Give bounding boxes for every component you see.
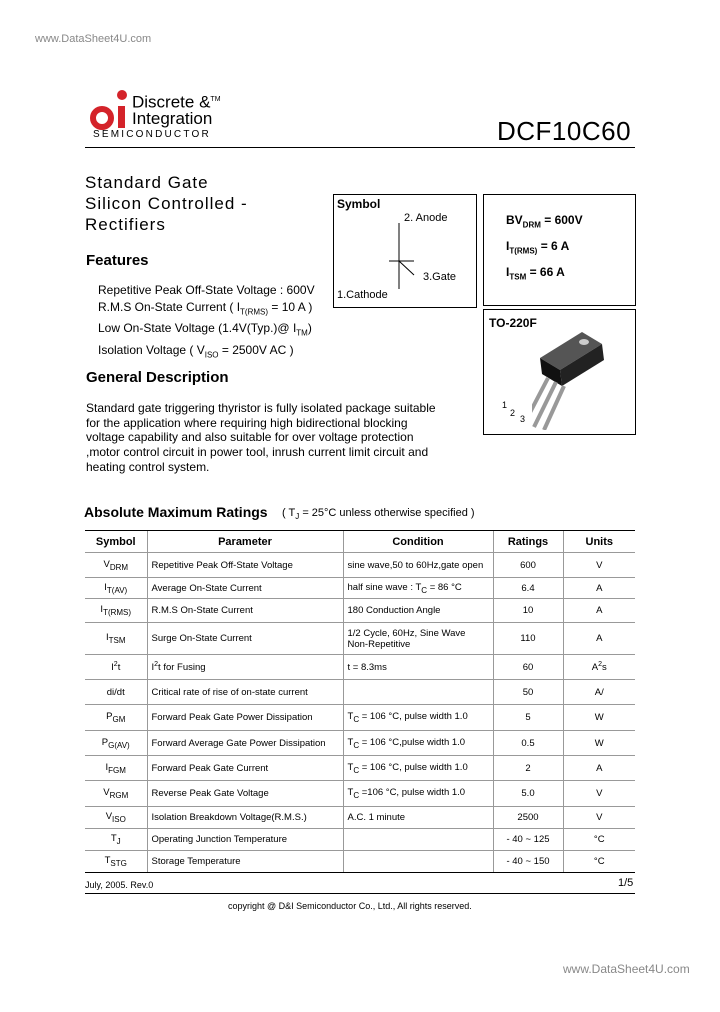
table-row: $I^2t$ $I^2t$ for Fusing t = 8.3ms 60 $A^2s$ (85, 655, 635, 680)
header-divider (85, 147, 635, 148)
pin2-label: 2 (510, 408, 516, 418)
features-heading: Features (86, 252, 149, 269)
company-semiconductor: SEMICONDUCTOR (93, 129, 211, 140)
it-rms-rating: $I_{T(RMS)} = 6$ A (506, 239, 570, 256)
feature-item: Isolation Voltage ( $V_{ISO} = 2500V$ AC ) (98, 343, 294, 360)
footer-date: July, 2005. Rev.0 (85, 880, 154, 890)
table-row: $T_J$ Operating Junction Temperature - 40 ~ 125 °C (85, 829, 635, 851)
page-title: Standard Gate Silicon Controlled - Rectifiers (85, 173, 248, 234)
key-ratings-box (483, 194, 636, 306)
general-description-heading: General Description (86, 369, 229, 386)
company-name: Discrete &™ Integration (132, 92, 221, 128)
bv-drm-rating: $BV_{DRM} = 600V$ (506, 213, 583, 230)
part-number: DCF10C60 (497, 116, 632, 146)
copyright: copyright @ D&I Semiconductor Co., Ltd., All rights reserved. (228, 901, 472, 911)
cathode-label: 1.Cathode (337, 289, 388, 301)
table-row: $V_{DRM}$ Repetitive Peak Off-State Voltage sine wave,50 to 60Hz,gate open 600 V (85, 553, 635, 578)
watermark-bottom: www.DataSheet4U.com (563, 962, 690, 976)
anode-label: 2. Anode (404, 212, 448, 224)
table-row: $I_{TSM}$ Surge On-State Current 1/2 Cycle, 60Hz, Sine Wave Non-Repetitive 110 A (85, 623, 635, 655)
table-header-row (85, 531, 635, 553)
col-header-units: Units (563, 531, 635, 553)
table-row: $T_{STG}$ Storage Temperature - 40 ~ 150 °C (85, 851, 635, 873)
absolute-maximum-ratings-table (85, 530, 635, 873)
features-list (98, 282, 315, 364)
table-row: $I_{T(AV)}$ Average On-State Current half sine wave : $T_C = 86$ °C 6.4 A (85, 578, 635, 599)
package-box (483, 309, 636, 435)
table-row: $V_{RGM}$ Reverse Peak Gate Voltage $T_C =106$ °C, pulse width 1.0 5.0 V (85, 781, 635, 807)
company-logo-icon (88, 86, 132, 134)
to220f-package-icon (532, 330, 622, 430)
feature-item: Repetitive Peak Off-State Voltage : 600V (98, 283, 315, 297)
pin3-label: 3 (520, 414, 526, 424)
page-number: 1/5 (618, 877, 634, 889)
col-header-symbol: Symbol (85, 531, 147, 553)
table-row: di/dt Critical rate of rise of on-state current 50 A/ (85, 680, 635, 705)
table-row: $I_{FGM}$ Forward Peak Gate Current $T_C = 106$ °C, pulse width 1.0 2 A (85, 756, 635, 781)
feature-item: R.M.S On-State Current ( $I_{T(RMS)} = 10$ A ) (98, 299, 313, 316)
amr-heading: Absolute Maximum Ratings (84, 504, 268, 520)
table-row: $I_{T(RMS)}$ R.M.S On-State Current 180 Conduction Angle 10 A (85, 599, 635, 623)
watermark-top: www.DataSheet4U.com (35, 33, 152, 45)
itsm-rating: $I_{TSM} = 66$ A (506, 265, 565, 282)
col-header-condition: Condition (343, 531, 493, 553)
symbol-box (333, 194, 477, 308)
table-row: $V_{ISO}$ Isolation Breakdown Voltage(R.M.S.) A.C. 1 minute 2500 V (85, 807, 635, 829)
general-description-text: Standard gate triggering thyristor is fully isolated package suitable for the application where requiring high bidirectional blocking voltage capability and also suitable for over voltage protection ,motor control circuit in power tool, inrush current limit circuit and heating control system. (86, 401, 436, 474)
table-row: $P_{G(AV)}$ Forward Average Gate Power Dissipation $T_C = 106$ °C,pulse width 1.0 0.5 W (85, 731, 635, 756)
package-label: TO-220F (489, 316, 537, 330)
amr-condition-note: ( $T_J = 25^\circ C$ unless otherwise specified ) (282, 507, 475, 522)
feature-item: Low On-State Voltage (1.4V(Typ.)@ $I_{TM}$) (98, 321, 312, 338)
col-header-ratings: Ratings (493, 531, 563, 553)
col-header-parameter: Parameter (147, 531, 343, 553)
symbol-label: Symbol (337, 197, 381, 211)
gate-label: 3.Gate (423, 271, 457, 283)
table-row: $P_{GM}$ Forward Peak Gate Power Dissipation $T_C = 106$ °C, pulse width 1.0 5 W (85, 705, 635, 731)
footer-divider (85, 893, 635, 894)
pin1-label: 1 (502, 400, 508, 410)
